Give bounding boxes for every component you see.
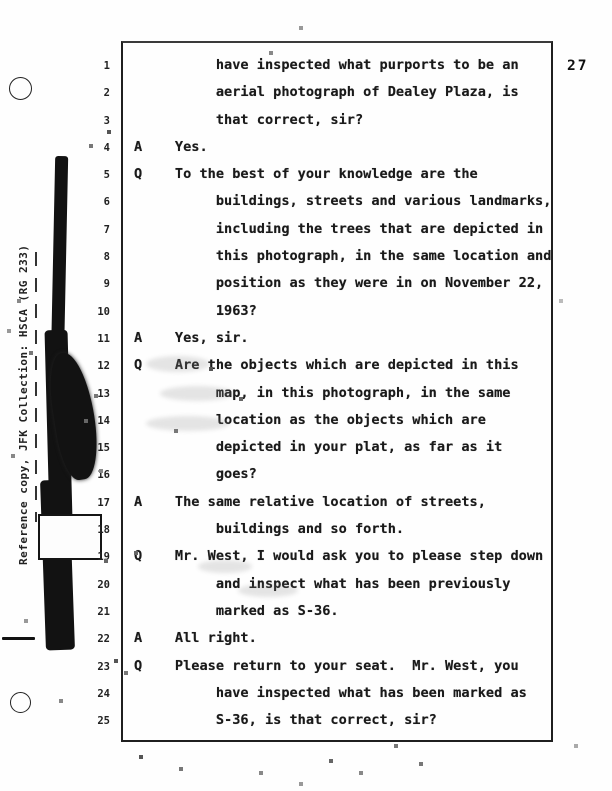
line-number: 3 [103, 114, 110, 127]
line-number: 1 [103, 60, 110, 72]
line-number: 6 [103, 196, 110, 209]
line-number: 12 [97, 360, 110, 373]
transcript-line: map, in this photograph, in the same [134, 384, 511, 401]
scan-smudge [238, 584, 298, 597]
transcript-line: A Yes. [134, 138, 208, 155]
scan-smudge [146, 356, 210, 372]
line-number: 23 [97, 660, 110, 673]
binding-smear-dash [2, 637, 35, 640]
transcript-line: and inspect what has been previously [134, 575, 511, 592]
transcript-line: Q Are the objects which are depicted in this [134, 357, 519, 374]
transcript-line: position as they were in on November 22, [134, 275, 544, 292]
scan-smudge [160, 386, 234, 401]
transcript-line: depicted in your plat, as far as it [134, 439, 503, 456]
transcript-line: marked as S-36. [134, 602, 339, 619]
line-number: 8 [103, 251, 110, 264]
line-number: 24 [97, 687, 110, 700]
transcript-line: goes? [134, 466, 257, 483]
transcript-line: A The same relative location of streets, [134, 493, 486, 510]
line-number: 20 [97, 578, 110, 591]
scan-speckles [0, 0, 2, 2]
line-number: 11 [97, 332, 110, 345]
line-number: 18 [97, 524, 110, 537]
line-number: 7 [103, 223, 110, 236]
binding-smear-segment [40, 480, 75, 651]
transcript-line: have inspected what has been marked as [134, 684, 527, 701]
transcript-line: this photograph, in the same location and [134, 248, 552, 265]
line-number: 15 [97, 442, 110, 455]
line-number: 19 [97, 551, 110, 564]
transcript-line: including the trees that are depicted in [134, 220, 544, 237]
transcript-line: A Yes, sir. [134, 329, 249, 346]
transcript-line: that correct, sir? [134, 111, 364, 128]
scan-smudge [198, 560, 252, 573]
line-number: 9 [103, 278, 110, 291]
scan-smudge [146, 416, 230, 431]
transcript-line: Q Please return to your seat. Mr. West, you [134, 657, 519, 674]
transcript-line: buildings and so forth. [134, 521, 405, 538]
transcript-line: location as the objects which are [134, 411, 486, 428]
line-number: 22 [97, 633, 110, 646]
line-number: 5 [103, 169, 110, 182]
line-number: 21 [97, 605, 110, 618]
line-number: 17 [97, 496, 110, 509]
transcript-line: aerial photograph of Dealey Plaza, is [134, 84, 519, 101]
transcript-line: 1963? [134, 302, 257, 319]
transcript-line: buildings, streets and various landmarks, [134, 193, 552, 210]
line-number: 16 [97, 469, 110, 482]
transcript-line: S-36, is that correct, sir? [134, 712, 437, 729]
transcript-line: Q To the best of your knowledge are the [134, 166, 478, 183]
line-number: 4 [103, 141, 110, 154]
line-number: 10 [97, 305, 110, 318]
hole-punch-top [9, 77, 32, 100]
line-number-column [84, 53, 110, 735]
page-number: 27 [567, 58, 589, 74]
archive-stamp-text: Reference copy, JFK Collection: HSCA (RG 233) [17, 244, 30, 565]
transcript-line: Q Mr. West, I would ask you to please step down [134, 548, 544, 565]
stamp-rule-line [35, 252, 37, 522]
hole-punch-bottom [10, 692, 31, 713]
line-number: 25 [97, 715, 110, 728]
transcript-line: have inspected what purports to be an [134, 57, 519, 73]
line-number: 13 [97, 387, 110, 400]
line-number: 2 [103, 87, 110, 100]
transcript-line: A All right. [134, 630, 257, 647]
line-number: 14 [97, 414, 110, 427]
